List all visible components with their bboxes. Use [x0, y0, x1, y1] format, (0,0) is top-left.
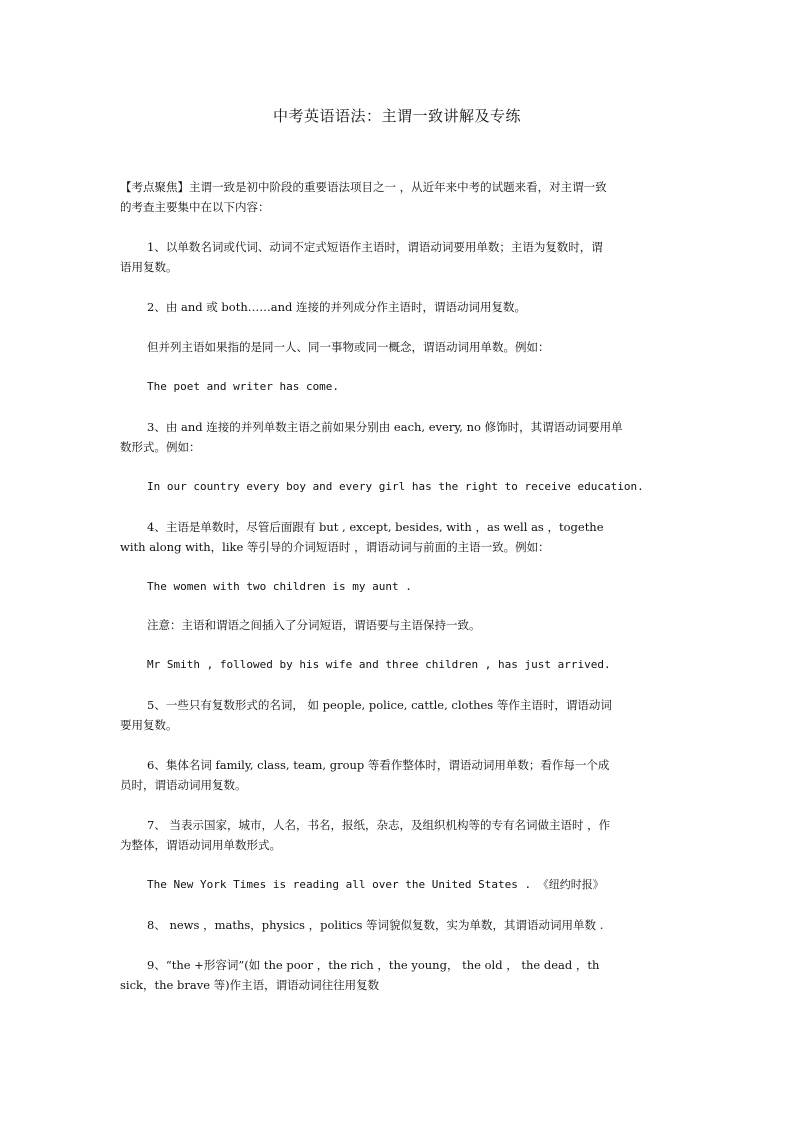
page-title: 中考英语语法：主谓一致讲解及专练 [272, 107, 521, 125]
text-line: 1、以单数名词或代词、动词不定式短语作主语时，谓语动词要用单数；主语为复数时，谓 [147, 240, 603, 254]
text-line: sick，the brave 等)作主语，谓语动词往往用复数 [120, 978, 380, 992]
text-line: 【考点聚焦】主谓一致是初中阶段的重要语法项目之一 ，从近年来中考的试题来看，对主谓一致 [120, 180, 607, 194]
paragraph-note [120, 615, 674, 635]
text-line: with along with，like 等引导的介词短语时 ，谓语动词与前面的主语一致。例如： [120, 540, 550, 554]
text-line: 注意：主语和谓语之间插入了分词短语，谓语要与主语保持一致。 [147, 618, 481, 632]
paragraph-rule-4 [120, 517, 674, 557]
text-line: 的考查主要集中在以下内容： [120, 200, 270, 214]
text-line: Mr Smith , followed by his wife and three children , has just arrived. [147, 658, 611, 671]
text-line: 3、由 and 连接的并列单数主语之前如果分别由 each, every, no 修饰时，其谓语动词要用单 [147, 420, 623, 434]
paragraph-rule-8 [120, 915, 674, 935]
text-line: 8、 news ，maths，physics ，politics 等词貌似复数，实为单数，其谓语动词用单数 . [147, 918, 604, 932]
paragraph-note [120, 337, 674, 357]
text-line: 5、一些只有复数形式的名词， 如 people, police, cattle, clothes 等作主语时，谓语动词 [147, 698, 612, 712]
text-line: 员时，谓语动词用复数。 [120, 778, 247, 792]
text-line: 9、“the +形容词”(如 the poor ，the rich ，the young， the old ， the dead ，th [147, 958, 600, 972]
document-body [120, 177, 674, 1015]
text-line: 6、集体名词 family, class, team, group 等看作整体时，谓语动词用单数；看作每一个成 [147, 758, 610, 772]
paragraph-example [120, 377, 674, 397]
paragraph-example [120, 875, 674, 895]
text-line: 但并列主语如果指的是同一人、同一事物或同一概念，谓语动词用单数。例如： [147, 340, 550, 354]
paragraph-rule-7 [120, 815, 674, 855]
paragraph-rule-5 [120, 695, 674, 735]
text-line: The New York Times is reading all over the United States . 《纽约时报》 [147, 878, 604, 891]
text-line: In our country every boy and every girl has the right to receive education. [147, 480, 644, 493]
text-line: 2、由 and 或 both……and 连接的并列成分作主语时，谓语动词用复数。 [147, 300, 526, 314]
paragraph-example [120, 655, 674, 675]
text-line: 数形式。例如： [120, 440, 201, 454]
text-line: 7、 当表示国家，城市，人名，书名，报纸，杂志，及组织机构等的专有名词做主语时 ，作 [147, 818, 611, 832]
paragraph-rule-3 [120, 417, 674, 457]
paragraph-rule-1 [120, 237, 674, 277]
text-line: 要用复数。 [120, 718, 178, 732]
text-line: The women with two children is my aunt . [147, 580, 412, 593]
paragraph-example [120, 577, 674, 597]
paragraph-rule-2 [120, 297, 674, 317]
text-line: 语用复数。 [120, 260, 178, 274]
paragraph-intro [120, 177, 674, 217]
paragraph-rule-6 [120, 755, 674, 795]
paragraph-rule-9 [120, 955, 674, 995]
text-line: 为整体，谓语动词用单数形式。 [120, 838, 281, 852]
text-line: The poet and writer has come. [147, 380, 340, 393]
text-line: 4、主语是单数时，尽管后面跟有 but , except, besides, with ，as well as ，togethe [147, 520, 604, 534]
paragraph-example [120, 477, 674, 497]
